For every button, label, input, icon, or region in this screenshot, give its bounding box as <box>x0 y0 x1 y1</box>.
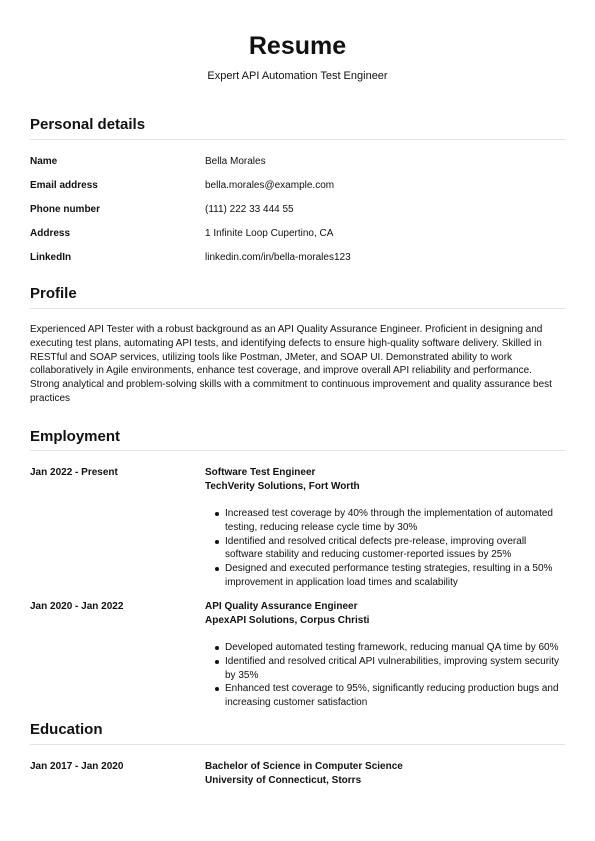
linkedin-value: linkedin.com/in/bella-morales123 <box>205 252 351 263</box>
education-heading: Education <box>30 721 103 738</box>
profile-heading: Profile <box>30 285 77 302</box>
email-value: bella.morales@example.com <box>205 180 335 191</box>
employment-heading: Employment <box>30 428 121 445</box>
address-label: Address <box>30 228 71 239</box>
phone-value: (111) 222 33 444 55 <box>205 204 294 215</box>
linkedin-label: LinkedIn <box>30 252 72 263</box>
job-header <box>205 600 565 628</box>
degree-name: Bachelor of Science in Computer Science <box>205 761 403 772</box>
job-title: API Quality Assurance Engineer <box>205 601 358 612</box>
section-divider <box>30 308 565 309</box>
section-divider <box>30 744 565 745</box>
education-header <box>205 760 565 788</box>
phone-label: Phone number <box>30 204 101 215</box>
achievement-item: Increased test coverage by 40% through the implementation of automated testing, reducing release cycle time by 30% <box>205 507 560 535</box>
job-achievements <box>205 641 560 710</box>
job-dates: Jan 2020 - Jan 2022 <box>30 601 124 612</box>
achievement-item: Identified and resolved critical API vulnerabilities, improving system security by 35% <box>205 655 560 683</box>
achievement-item: Identified and resolved critical defects pre-release, improving overall software stability and reducing customer-reported issues by 25% <box>205 535 560 563</box>
achievement-item: Designed and executed performance testing strategies, resulting in a 50% improvement in application load times and scalability <box>205 562 560 590</box>
name-label: Name <box>30 156 58 167</box>
section-divider <box>30 139 565 140</box>
personal-details-heading: Personal details <box>30 116 146 133</box>
achievement-item: Enhanced test coverage to 95%, significantly reducing production bugs and increasing customer satisfaction <box>205 682 560 710</box>
profile-summary: Experienced API Tester with a robust background as an API Quality Assurance Engineer. Proficient in designing and executing test plans, automating API tests, and identifying defects to ensure high-quality software delivery. Skilled in RESTful and SOAP services, utilizing tools like Postman, JMeter, and SOAP UI. Demonstrated ability to work collaboratively in Agile environments, enhance test coverage, and improve overall API reliability and performance. Strong analytical and problem-solving skills with a commitment to continuous improvement and quality assurance best practices <box>30 324 552 404</box>
email-label: Email address <box>30 180 98 191</box>
achievement-item: Developed automated testing framework, reducing manual QA time by 60% <box>205 641 560 655</box>
job-title: Software Test Engineer <box>205 467 316 478</box>
job-company: TechVerity Solutions, Fort Worth <box>205 480 360 492</box>
section-divider <box>30 450 565 451</box>
resume-subtitle: Expert API Automation Test Engineer <box>207 70 388 82</box>
job-dates: Jan 2022 - Present <box>30 467 118 478</box>
job-company: ApexAPI Solutions, Corpus Christi <box>205 614 370 626</box>
resume-title: Resume <box>248 32 347 60</box>
name-value: Bella Morales <box>205 156 266 167</box>
job-achievements <box>205 507 560 590</box>
address-value: 1 Infinite Loop Cupertino, CA <box>205 228 334 239</box>
education-dates: Jan 2017 - Jan 2020 <box>30 761 124 772</box>
job-header <box>205 466 565 494</box>
school-name: University of Connecticut, Storrs <box>205 774 362 786</box>
